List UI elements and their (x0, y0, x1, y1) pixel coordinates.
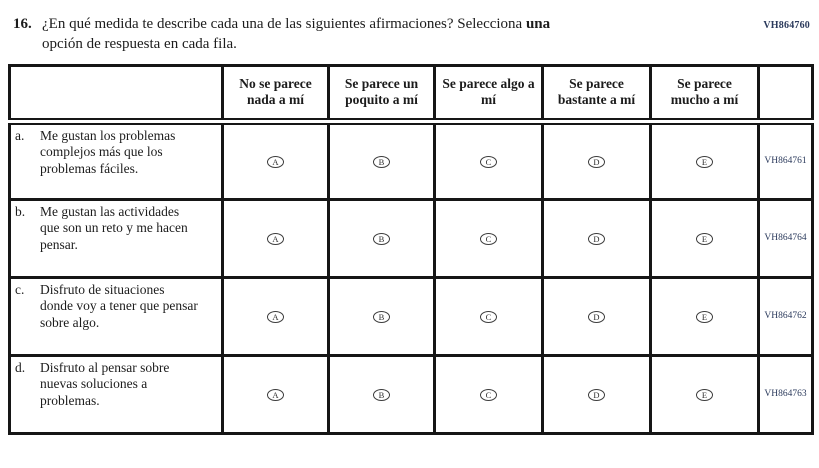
option-cell-c-B (329, 277, 435, 355)
question-line-1 (42, 15, 550, 35)
row-letter-b: b. (15, 203, 26, 219)
header-poquito: Se parece un poquito a mí (329, 65, 435, 121)
statement-text-d: Disfruto al pensar sobre nuevas soluciones a problemas. (40, 359, 170, 409)
statement-text-b: Me gustan las actividades que son un reto y me hacen pensar. (40, 203, 188, 253)
option-cell-a-B (329, 121, 435, 199)
header-algo: Se parece algo a mí (435, 65, 543, 121)
table-row-a (10, 121, 813, 199)
statement-text-c: Disfruto de situaciones donde voy a tener que pensar sobre algo. (40, 281, 198, 331)
row-code-a: VH864761 (759, 121, 813, 199)
bubble-b-B[interactable]: B (373, 233, 390, 245)
statement-cell-b (10, 199, 223, 277)
question-line-2: opción de respuesta en cada fila. (42, 35, 237, 52)
question-text (42, 15, 550, 55)
bubble-c-D[interactable]: D (588, 311, 605, 323)
option-cell-b-D (543, 199, 651, 277)
header-bastante: Se parece bastante a mí (543, 65, 651, 121)
option-cell-c-A (223, 277, 329, 355)
option-cell-d-C (435, 355, 543, 433)
row-letter-c: c. (15, 281, 25, 297)
header-row (10, 65, 813, 121)
question-line1-text: ¿En qué medida te describe cada una de las siguientes afirmaciones? Selecciona (42, 16, 523, 32)
table-row-c (10, 277, 813, 355)
bubble-a-D[interactable]: D (588, 156, 605, 168)
option-cell-b-B (329, 199, 435, 277)
table-row-b (10, 199, 813, 277)
response-matrix-table (8, 64, 814, 435)
row-code-c: VH864762 (759, 277, 813, 355)
bubble-b-C[interactable]: C (480, 233, 497, 245)
option-cell-c-C (435, 277, 543, 355)
bubble-a-A[interactable]: A (267, 156, 284, 168)
statement-text-a: Me gustan los problemas complejos más que los problemas fáciles. (40, 127, 176, 177)
option-cell-b-A (223, 199, 329, 277)
bubble-d-A[interactable]: A (267, 389, 284, 401)
question-bold-word: una (525, 16, 551, 32)
bubble-b-D[interactable]: D (588, 233, 605, 245)
bubble-d-D[interactable]: D (588, 389, 605, 401)
option-cell-c-E (651, 277, 759, 355)
bubble-a-B[interactable]: B (373, 156, 390, 168)
bubble-c-C[interactable]: C (480, 311, 497, 323)
option-cell-b-C (435, 199, 543, 277)
bubble-c-B[interactable]: B (373, 311, 390, 323)
header-nada: No se parece nada a mí (223, 65, 329, 121)
bubble-d-E[interactable]: E (696, 389, 713, 401)
bubble-c-A[interactable]: A (267, 311, 284, 323)
header-empty-code (759, 65, 813, 121)
row-letter-a: a. (15, 127, 25, 143)
row-letter-d: d. (15, 359, 26, 375)
option-cell-a-D (543, 121, 651, 199)
option-cell-a-A (223, 121, 329, 199)
item-code-top: VH864760 (763, 20, 810, 31)
option-cell-a-E (651, 121, 759, 199)
option-cell-d-D (543, 355, 651, 433)
header-mucho: Se parece mucho a mí (651, 65, 759, 121)
option-cell-b-E (651, 199, 759, 277)
question-block (13, 15, 809, 55)
statement-cell-c (10, 277, 223, 355)
statement-cell-a (10, 121, 223, 199)
option-cell-d-A (223, 355, 329, 433)
bubble-c-E[interactable]: E (696, 311, 713, 323)
table-row-d (10, 355, 813, 433)
statement-cell-d (10, 355, 223, 433)
row-code-d: VH864763 (759, 355, 813, 433)
bubble-d-B[interactable]: B (373, 389, 390, 401)
bubble-b-A[interactable]: A (267, 233, 284, 245)
bubble-d-C[interactable]: C (480, 389, 497, 401)
bubble-a-C[interactable]: C (480, 156, 497, 168)
option-cell-d-B (329, 355, 435, 433)
question-number: 16. (13, 16, 32, 32)
bubble-b-E[interactable]: E (696, 233, 713, 245)
row-code-b: VH864764 (759, 199, 813, 277)
header-empty-statement (10, 65, 223, 121)
bubble-a-E[interactable]: E (696, 156, 713, 168)
option-cell-c-D (543, 277, 651, 355)
option-cell-a-C (435, 121, 543, 199)
option-cell-d-E (651, 355, 759, 433)
